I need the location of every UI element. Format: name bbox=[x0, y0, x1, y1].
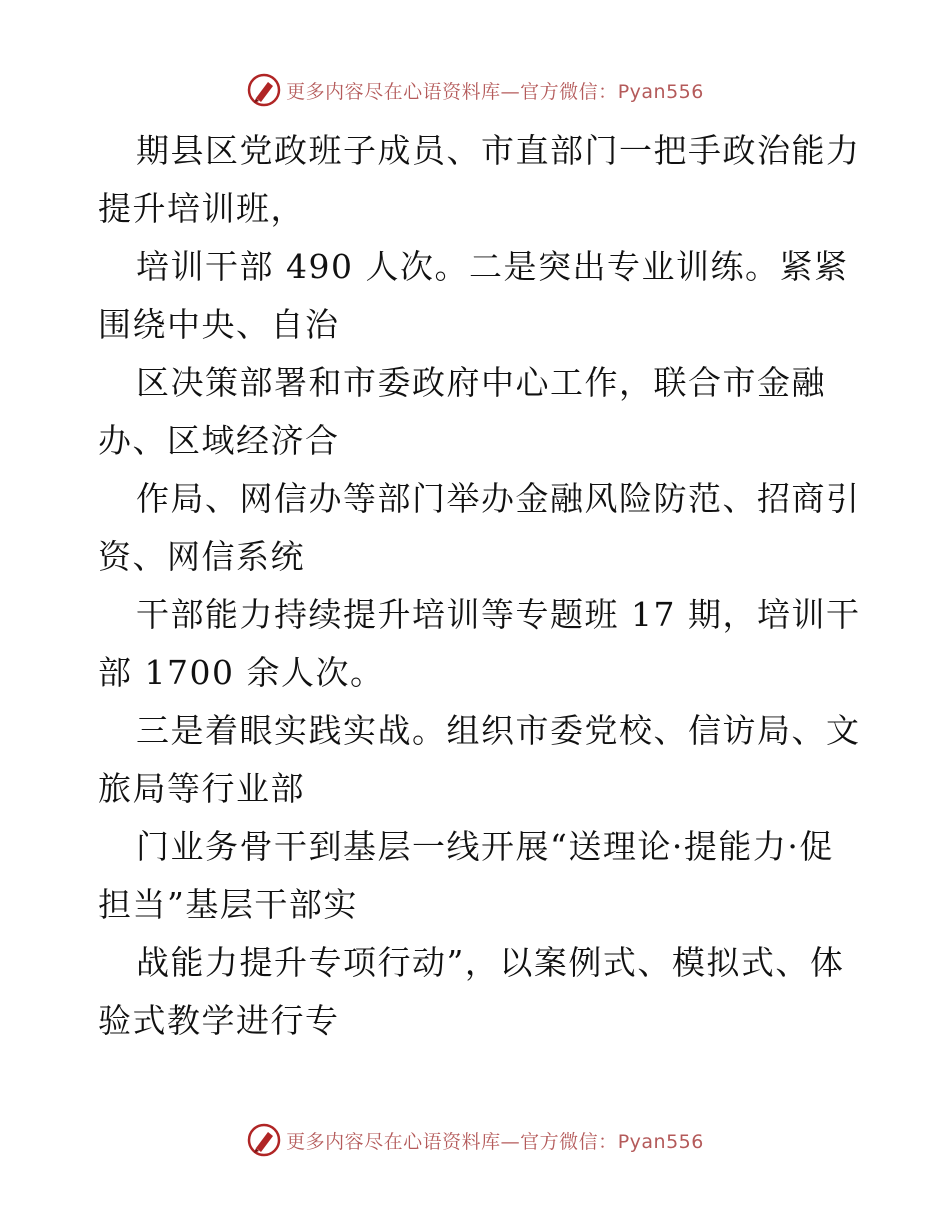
paragraph: 三是着眼实践实战。组织市委党校、信访局、文旅局等行业部 bbox=[98, 711, 861, 808]
document-body bbox=[98, 122, 868, 1050]
watermark-text: 更多内容尽在心语资料库—官方微信：Pyan556 bbox=[286, 1130, 704, 1153]
footer-watermark bbox=[0, 1120, 950, 1160]
paragraph: 作局、网信办等部门举办金融风险防范、招商引资、网信系统 bbox=[98, 479, 861, 576]
paragraph: 培训干部 490 人次。二是突出专业训练。紧紧围绕中央、自治 bbox=[98, 247, 849, 344]
pen-logo-icon bbox=[246, 72, 282, 108]
paragraph: 期县区党政班子成员、市直部门一把手政治能力提升培训班， bbox=[98, 131, 861, 228]
paragraph: 干部能力持续提升培训等专题班 17 期，培训干部 1700 余人次。 bbox=[98, 595, 861, 692]
paragraph: 区决策部署和市委政府中心工作，联合市金融办、区域经济合 bbox=[98, 363, 826, 460]
header-watermark bbox=[0, 70, 950, 110]
paragraph: 门业务骨干到基层一线开展“送理论·提能力·促担当”基层干部实 bbox=[98, 827, 834, 924]
watermark-text: 更多内容尽在心语资料库—官方微信：Pyan556 bbox=[286, 80, 704, 103]
paragraph: 战能力提升专项行动”，以案例式、模拟式、体验式教学进行专 bbox=[98, 943, 845, 1040]
pen-logo-icon bbox=[246, 1122, 282, 1158]
